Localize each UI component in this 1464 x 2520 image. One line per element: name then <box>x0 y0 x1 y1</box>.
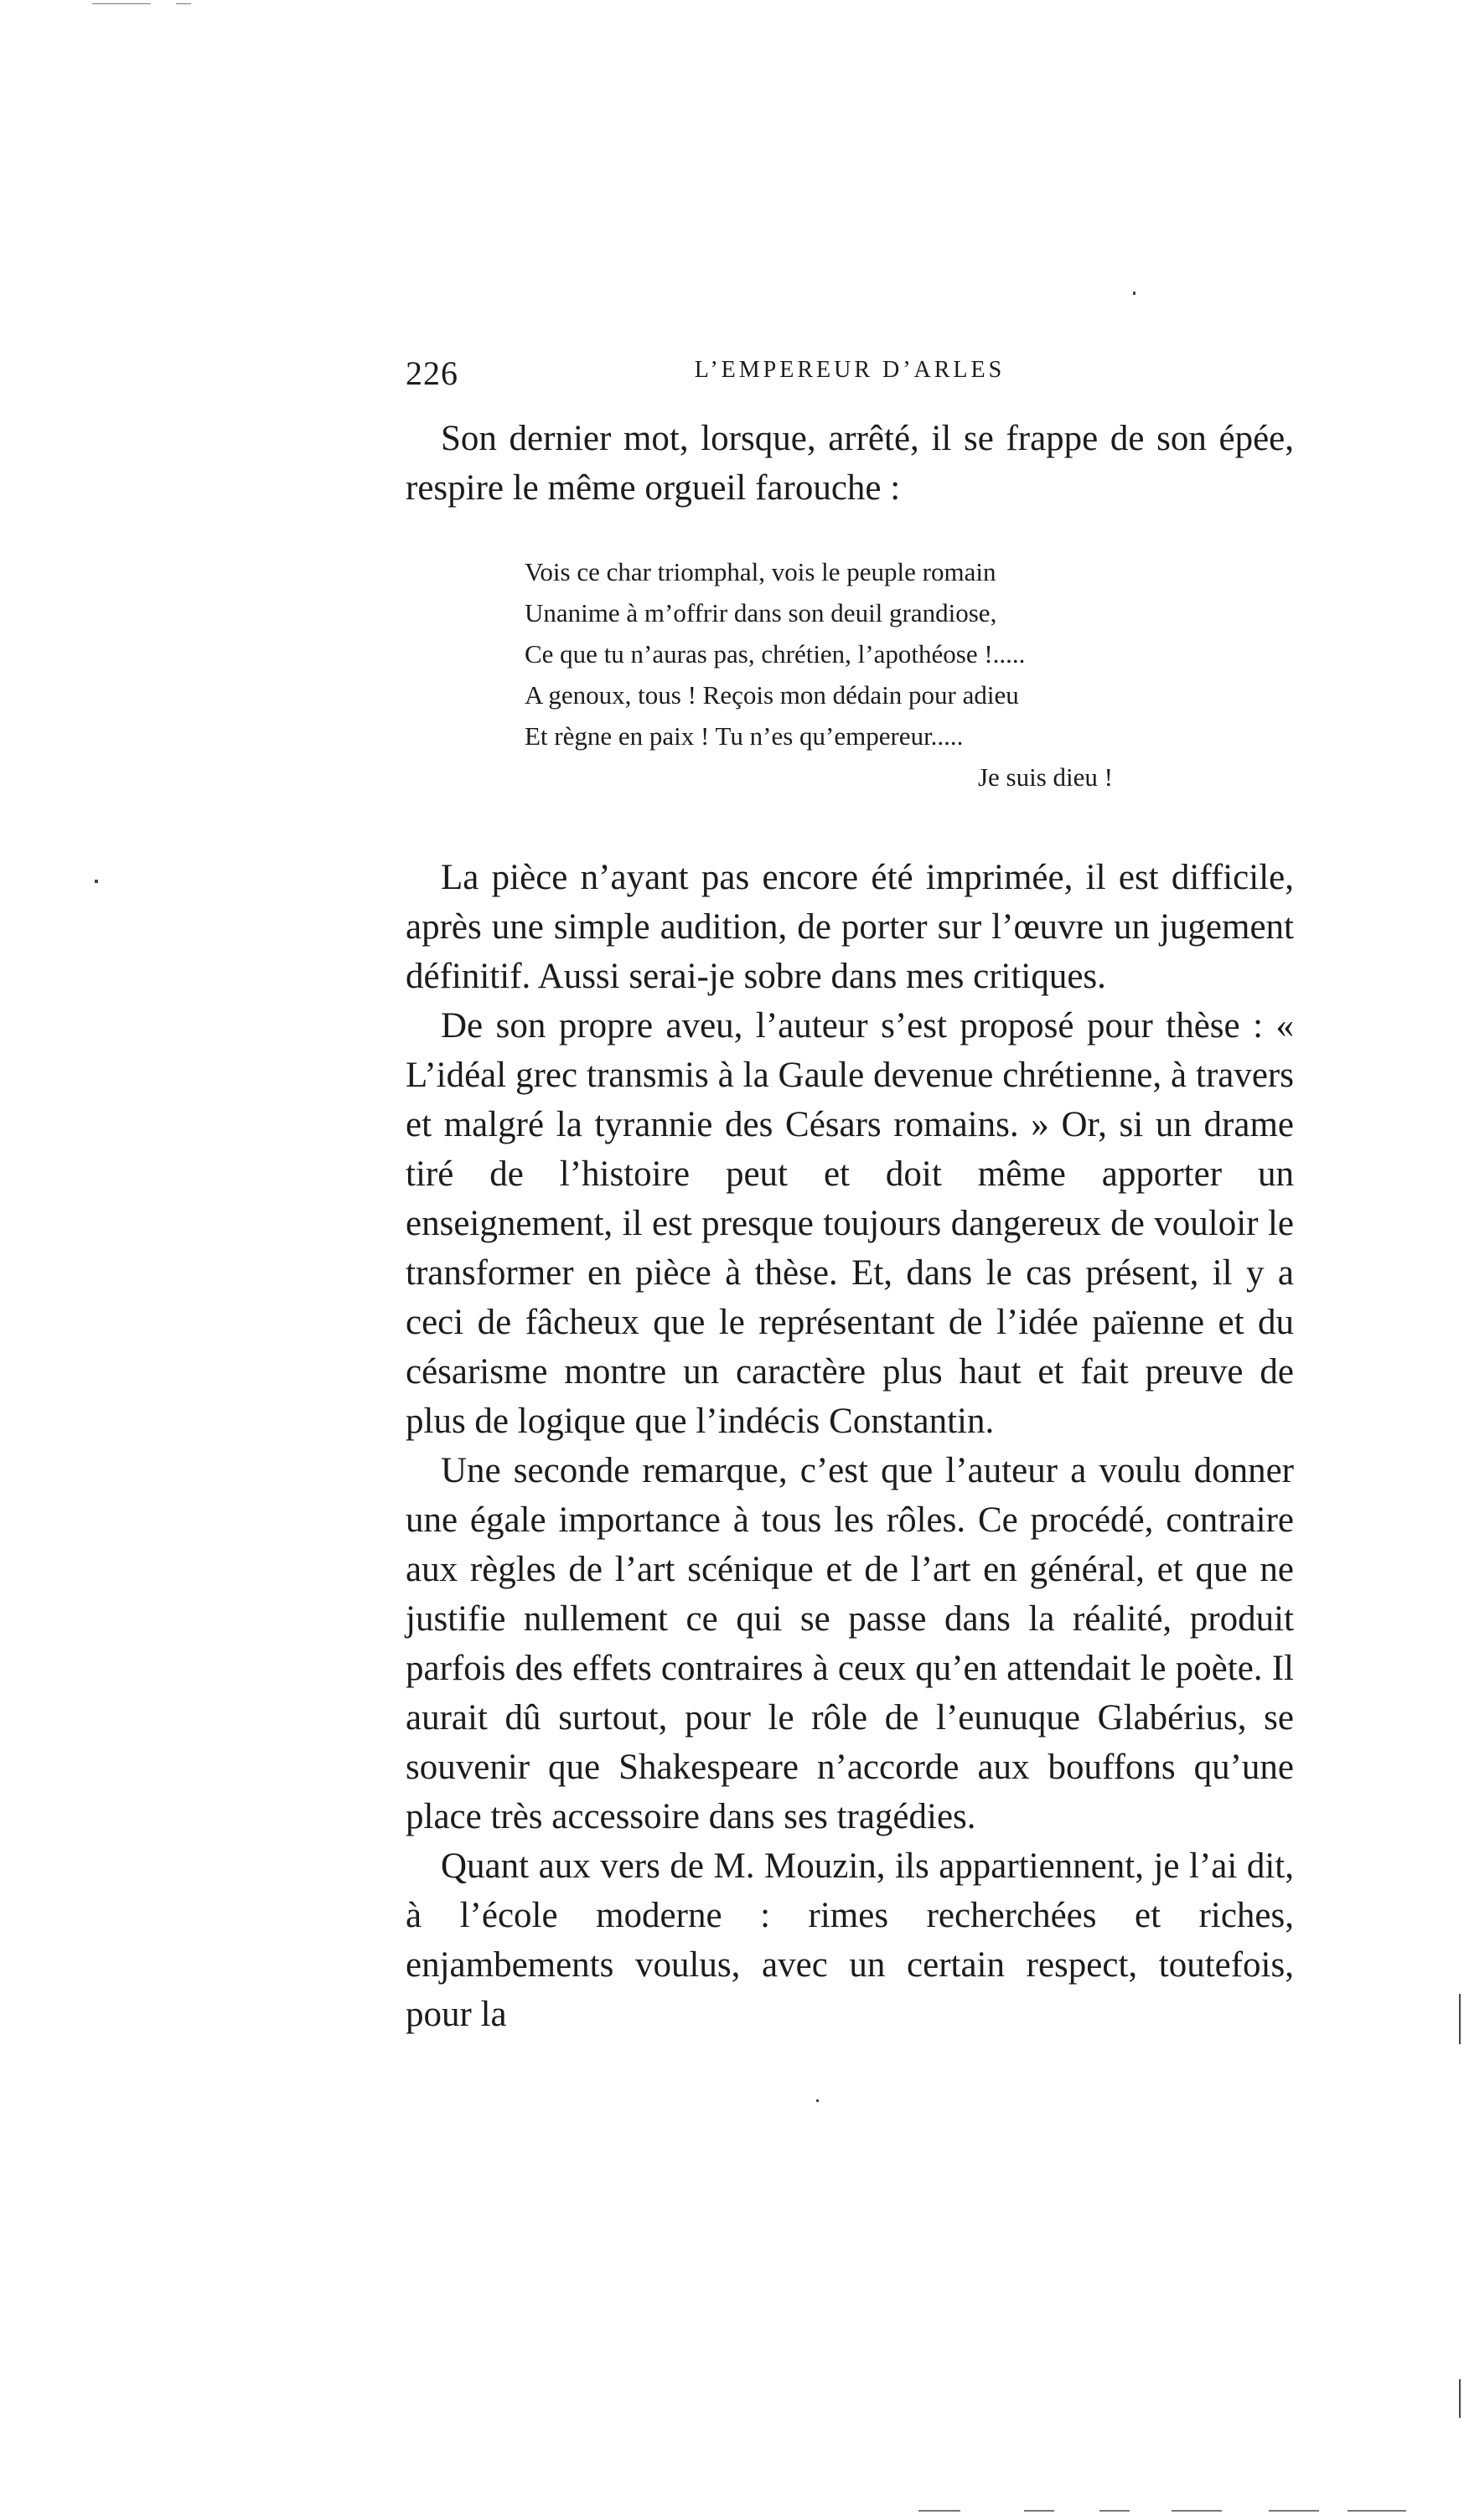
scan-speck <box>95 880 98 883</box>
scan-bottom-rule <box>1348 2510 1406 2512</box>
scan-bottom-rule <box>1269 2510 1319 2512</box>
verse-line-2: Unanime à m’offrir dans son deuil grandiose, <box>525 598 997 627</box>
running-title: L’EMPEREUR D’ARLES <box>694 357 1006 383</box>
scan-top-rule <box>176 3 191 4</box>
paragraph-audition: La pièce n’ayant pas encore été imprimée, il est difficile, après une simple audition, de porter sur l’œuvre un jugement définitif. Aussi serai-je sobre dans mes critiques. <box>406 858 1294 996</box>
scan-speck <box>1133 292 1136 295</box>
verse-line-1: Vois ce char triomphal, vois le peuple romain <box>525 557 996 586</box>
scan-bottom-rule <box>1172 2510 1222 2512</box>
verse-line-4: A genoux, tous ! Reçois mon dédain pour adieu <box>525 680 1019 710</box>
intro-paragraph: Son dernier mot, lorsque, arrêté, il se frappe de son épée, respire le même orgueil farouche : <box>406 419 1294 508</box>
scan-edge-mark <box>1459 1994 1461 2044</box>
verse-line-5: Et règne en paix ! Tu n’es qu’empereur..... <box>525 721 964 751</box>
paragraph-remarque: Une seconde remarque, c’est que l’auteur a voulu donner une égale importance à tous les rôles. Ce procédé, contraire aux règles de l’art scénique et de l’art en général, et que ne justifie nullement ce qui se passe dans la réalité, produit parfois des effets contraires à ceux qu’en attendait le poète. Il aurait dû surtout, pour le rôle de l’eunuque Glabérius, se souvenir que Shakespeare n’accorde aux bouffons qu’une place très accessoire dans ses tragédies. <box>406 1451 1294 1836</box>
scan-bottom-rule <box>1024 2510 1054 2512</box>
scan-top-rule <box>92 3 151 4</box>
verse-quotation <box>525 551 1178 798</box>
verse-line-3: Ce que tu n’auras pas, chrétien, l’apothéose !..... <box>525 639 1026 669</box>
paragraph-these: De son propre aveu, l’auteur s’est proposé pour thèse : « L’idéal grec transmis à la Gaule devenue chrétienne, à travers et malgré la tyrannie des Césars romains. » Or, si un drame tiré de l’histoire peut et doit même apporter un enseignement, il est presque toujours dangereux de vouloir le transformer en pièce à thèse. Et, dans le cas présent, il y a ceci de fâcheux que le représentant de l’idée païenne et du césarisme montre un caractère plus haut et fait preuve de plus de logique que l’indécis Constantin. <box>406 1006 1294 1441</box>
scan-bottom-rule <box>918 2510 960 2512</box>
intro-paragraph-block <box>406 414 1294 513</box>
scan-speck <box>816 2099 819 2102</box>
scan-bottom-rule <box>1099 2510 1130 2512</box>
scan-edge-mark <box>1459 2379 1461 2418</box>
main-text <box>406 853 1294 2039</box>
paragraph-vers: Quant aux vers de M. Mouzin, ils appartiennent, je l’ai dit, à l’école moderne : rimes recherchées et riches, enjambements voulus, avec un certain respect, toutefois, pour la <box>406 1846 1294 2034</box>
page-number: 226 <box>406 354 458 392</box>
running-head <box>406 354 1294 395</box>
verse-line-6: Je suis dieu ! <box>977 762 1113 792</box>
